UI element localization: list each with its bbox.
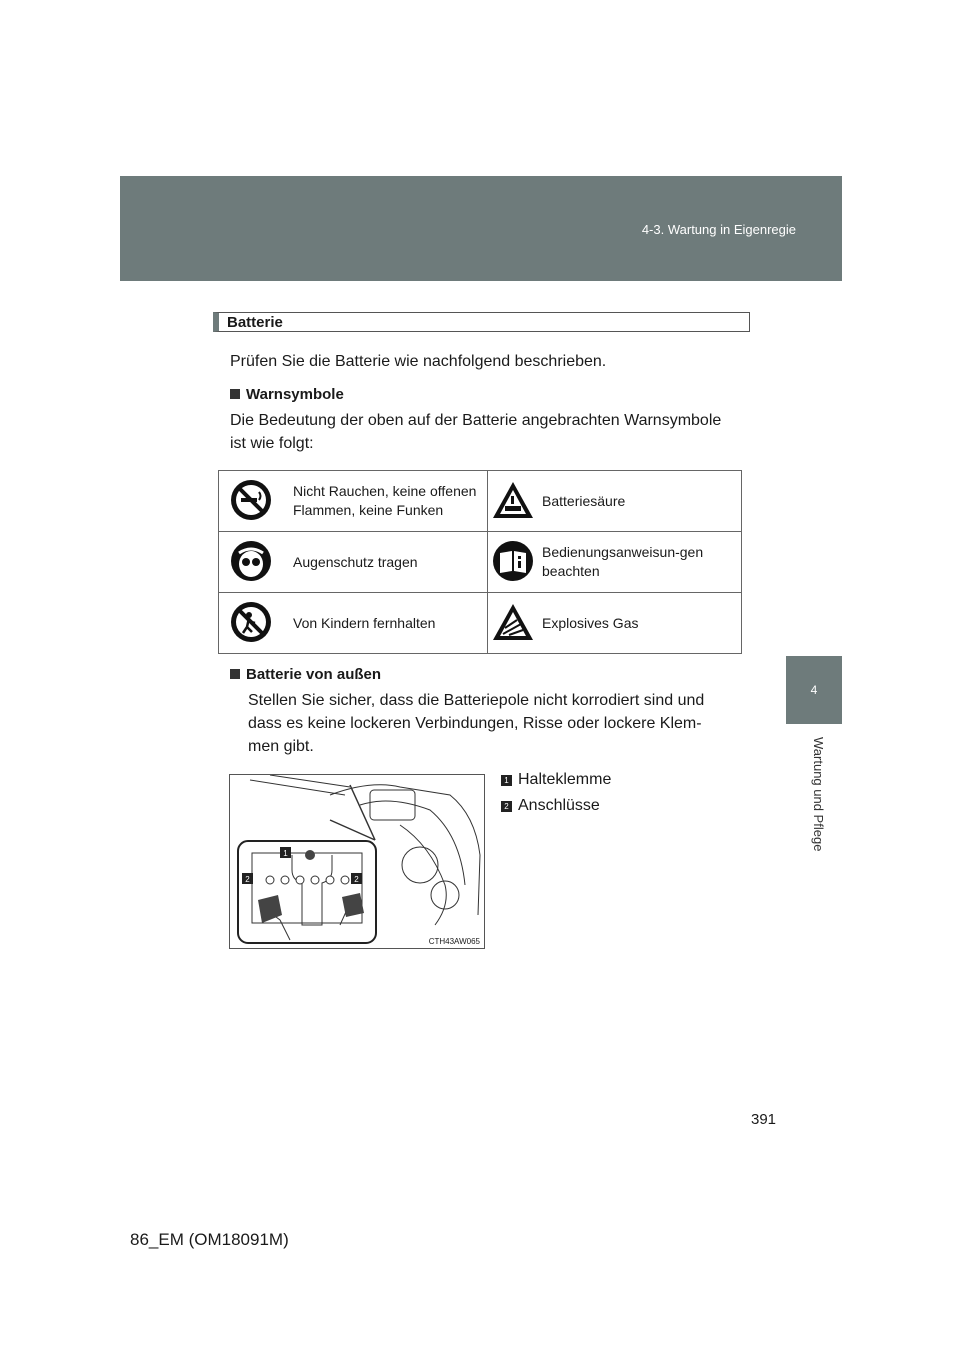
bullet-square-icon [230, 669, 240, 679]
legend-label: Anschlüsse [518, 797, 600, 814]
eye-protection-icon [219, 532, 284, 593]
chapter-title: 4-3. Wartung in Eigenregie [641, 222, 796, 237]
warnsymbole-text-2: ist wie folgt: [230, 435, 314, 452]
symbol-label: Batteriesäure [538, 471, 742, 532]
warnsymbole-text-1: Die Bedeutung der oben auf der Batterie angebrachten Warnsymbole [230, 412, 722, 429]
callout-2-left: 2 [245, 875, 250, 884]
symbol-label: Bedienungsanweisun-gen beachten [538, 532, 742, 593]
explosive-gas-icon [488, 593, 539, 654]
manual-icon [488, 532, 539, 593]
table-row [219, 593, 742, 654]
chapter-side-label: Wartung und Pflege [811, 737, 826, 852]
legend-label: Halteklemme [518, 771, 612, 788]
exterior-text-1: Stellen Sie sicher, dass die Batteriepole nicht korrodiert sind und [248, 692, 705, 709]
legend-number: 1 [501, 775, 512, 786]
symbol-label: Nicht Rauchen, keine offenen Flammen, keine Funken [283, 471, 488, 532]
symbol-label: Explosives Gas [538, 593, 742, 654]
battery-illustration [229, 774, 485, 949]
legend-item [501, 797, 600, 815]
no-smoking-icon [219, 471, 284, 532]
callout-1: 1 [283, 849, 288, 858]
exterior-text-2: dass es keine lockeren Verbindungen, Risse oder lockere Klem- [248, 715, 702, 732]
warnsymbole-heading: Warnsymbole [230, 386, 344, 403]
symbol-label: Augenschutz tragen [283, 532, 488, 593]
battery-acid-icon [488, 471, 539, 532]
section-title: Batterie [227, 314, 283, 331]
section-header [213, 312, 750, 332]
symbol-label: Von Kindern fernhalten [283, 593, 488, 654]
exterior-heading: Batterie von außen [230, 666, 381, 683]
bullet-square-icon [230, 389, 240, 399]
table-row [219, 532, 742, 593]
chapter-tab [786, 656, 842, 724]
page-number: 391 [751, 1111, 777, 1128]
figure-code: CTH43AW065 [428, 937, 480, 946]
legend-number: 2 [501, 801, 512, 812]
exterior-text-3: men gibt. [248, 738, 314, 755]
chapter-number: 4 [810, 683, 818, 697]
header-band [120, 176, 842, 281]
footer-code: 86_EM (OM18091M) [130, 1230, 289, 1249]
callout-2-right: 2 [354, 875, 359, 884]
intro-text: Prüfen Sie die Batterie wie nachfolgend beschrieben. [230, 353, 607, 370]
warning-symbols-table [218, 470, 742, 654]
table-row [219, 471, 742, 532]
keep-children-away-icon [219, 593, 284, 654]
legend-item [501, 771, 611, 789]
